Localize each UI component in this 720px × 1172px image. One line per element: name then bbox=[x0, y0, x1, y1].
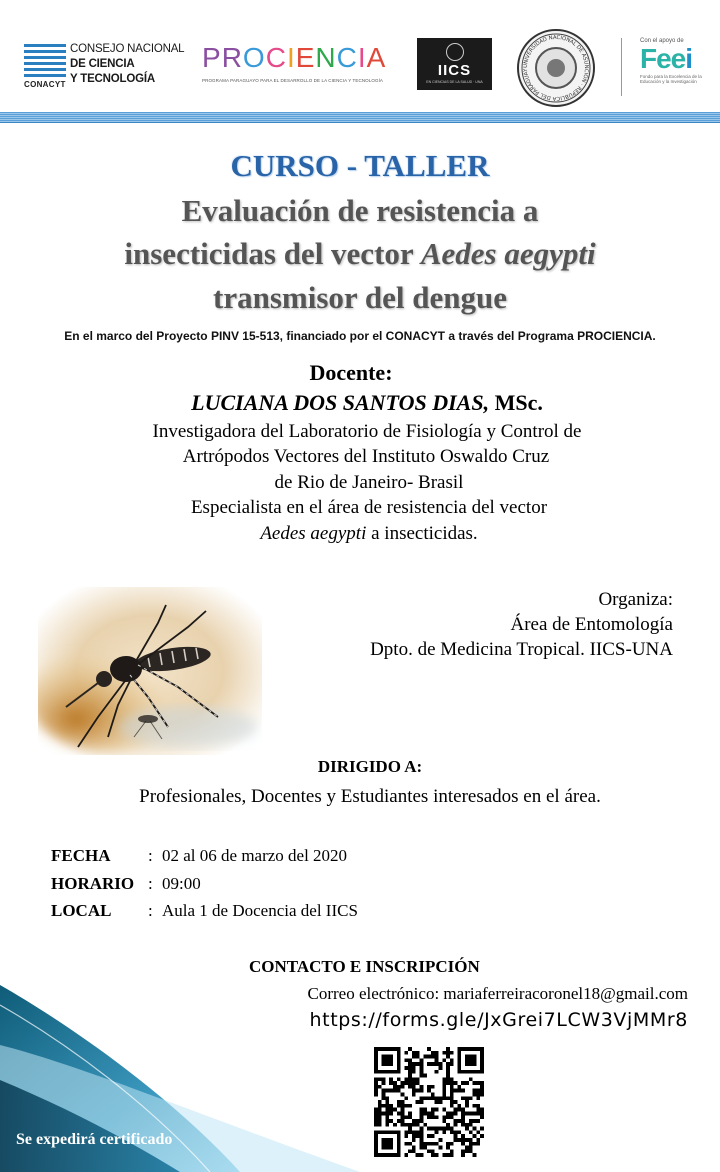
course-type: CURSO - TALLER bbox=[230, 148, 490, 183]
fecha-separator: : bbox=[148, 846, 153, 865]
certificate-note: Se expedirá certificado bbox=[16, 1131, 173, 1148]
una-seal-logo bbox=[517, 29, 595, 107]
course-title-species: Aedes aegypti bbox=[420, 236, 596, 271]
organiza-line-2: Dpto. de Medicina Tropical. IICS-UNA bbox=[370, 639, 673, 660]
prociencia-letter: C bbox=[265, 42, 287, 73]
docente-bio-line-2: Artrópodos Vectores del Instituto Oswaldo Cruz bbox=[182, 446, 550, 467]
header-divider-rule bbox=[0, 112, 720, 122]
local-separator: : bbox=[148, 901, 153, 920]
feei-support-text: Con el apoyo de bbox=[640, 38, 684, 44]
feei-word-main: Fee bbox=[640, 43, 686, 74]
prociencia-letter: I bbox=[286, 42, 296, 73]
registration-form-link[interactable]: https://forms.gle/JxGrei7LCW3VjMMr8 bbox=[309, 1009, 688, 1031]
organiza-heading: Organiza: bbox=[598, 589, 673, 610]
docente-bio-line-5 bbox=[0, 523, 720, 545]
docente-bio-line-3: de Rio de Janeiro- Brasil bbox=[274, 472, 464, 493]
contact-email[interactable]: Correo electrónico: mariaferreiracoronel18@gmail.com bbox=[307, 984, 688, 1003]
local-value: Aula 1 de Docencia del IICS bbox=[162, 901, 358, 920]
iics-seal-icon bbox=[446, 43, 464, 61]
una-seal-ring-text: UNIVERSIDAD NACIONAL DE ASUNCIÓN · REPÚBLICA DEL PARAGUAY bbox=[522, 34, 590, 102]
local-label: LOCAL bbox=[51, 901, 112, 920]
prociencia-letter: E bbox=[295, 42, 316, 73]
course-title-line-2 bbox=[0, 236, 720, 272]
conacyt-line-1: CONSEJO NACIONAL bbox=[70, 43, 185, 55]
horario-row bbox=[51, 874, 201, 894]
prociencia-letter: R bbox=[221, 42, 243, 73]
iics-subtitle: EN CIENCIAS DE LA SALUD · UNA bbox=[426, 80, 483, 84]
contacto-heading: CONTACTO E INSCRIPCIÓN bbox=[249, 957, 480, 976]
feei-wordmark bbox=[640, 44, 710, 74]
conacyt-mark-label: CONACYT bbox=[24, 80, 66, 89]
docente-name-line bbox=[0, 390, 720, 416]
una-seal-inner-icon bbox=[535, 47, 577, 89]
prociencia-subtitle: PROGRAMA PARAGUAYO PARA EL DESARROLLO DE LA CIENCIA Y TECNOLOGÍA bbox=[202, 78, 384, 83]
dirigido-text: Profesionales, Docentes y Estudiantes interesados en el área. bbox=[139, 786, 601, 807]
project-framework-note: En el marco del Proyecto PINV 15-513, financiado por el CONACYT a través del Programa PROCIENCIA. bbox=[64, 329, 656, 343]
local-row bbox=[51, 901, 358, 921]
prociencia-letter: A bbox=[366, 42, 387, 73]
logo-bar bbox=[0, 0, 720, 112]
horario-value: 09:00 bbox=[162, 874, 201, 893]
organiza-block bbox=[370, 587, 673, 662]
horario-separator: : bbox=[148, 874, 153, 893]
fecha-row bbox=[51, 846, 347, 866]
conacyt-line-2: DE CIENCIA bbox=[70, 58, 135, 70]
prociencia-wordmark bbox=[202, 42, 392, 74]
horario-label: HORARIO bbox=[51, 874, 135, 893]
fecha-label: FECHA bbox=[51, 846, 111, 865]
docente-bio-line-1: Investigadora del Laboratorio de Fisiología y Control de bbox=[152, 421, 582, 442]
organiza-line-1: Área de Entomología bbox=[510, 614, 673, 635]
docente-degree: MSc. bbox=[489, 390, 543, 415]
docente-bio-line-5-rest: a insecticidas. bbox=[366, 523, 478, 544]
feei-divider bbox=[621, 38, 622, 96]
feei-logo bbox=[640, 38, 710, 98]
docente-bio-line-4: Especialista en el área de resistencia del vector bbox=[190, 497, 548, 518]
prociencia-letter: O bbox=[242, 42, 266, 73]
prociencia-letter: C bbox=[336, 42, 358, 73]
iics-logo bbox=[417, 38, 492, 90]
docente-bio-species: Aedes aegypti bbox=[260, 523, 367, 544]
prociencia-logo bbox=[202, 42, 392, 92]
course-title-line-2-text: insecticidas del vector bbox=[124, 236, 421, 271]
fecha-value: 02 al 06 de marzo del 2020 bbox=[162, 846, 348, 865]
course-title-line-1: Evaluación de resistencia a bbox=[181, 193, 539, 228]
conacyt-mark-icon bbox=[24, 44, 66, 80]
docente-heading: Docente: bbox=[309, 360, 393, 385]
prociencia-letter: N bbox=[315, 42, 337, 73]
mosquito-photo bbox=[38, 587, 262, 755]
course-title-line-3: transmisor del dengue bbox=[213, 280, 507, 315]
conacyt-line-3: Y TECNOLOGÍA bbox=[70, 73, 155, 85]
iics-name: IICS bbox=[437, 62, 472, 79]
dirigido-heading: DIRIGIDO A: bbox=[317, 757, 423, 776]
feei-word-accent: i bbox=[685, 43, 693, 74]
qr-code-icon[interactable] bbox=[374, 1047, 484, 1157]
feei-tagline: Fondo para la Excelencia de la Educación y la Investigación bbox=[640, 74, 702, 84]
prociencia-letter: I bbox=[357, 42, 367, 73]
prociencia-letter: P bbox=[202, 42, 222, 73]
conacyt-logo bbox=[24, 40, 194, 92]
docente-name: LUCIANA DOS SANTOS DIAS, bbox=[191, 390, 490, 415]
